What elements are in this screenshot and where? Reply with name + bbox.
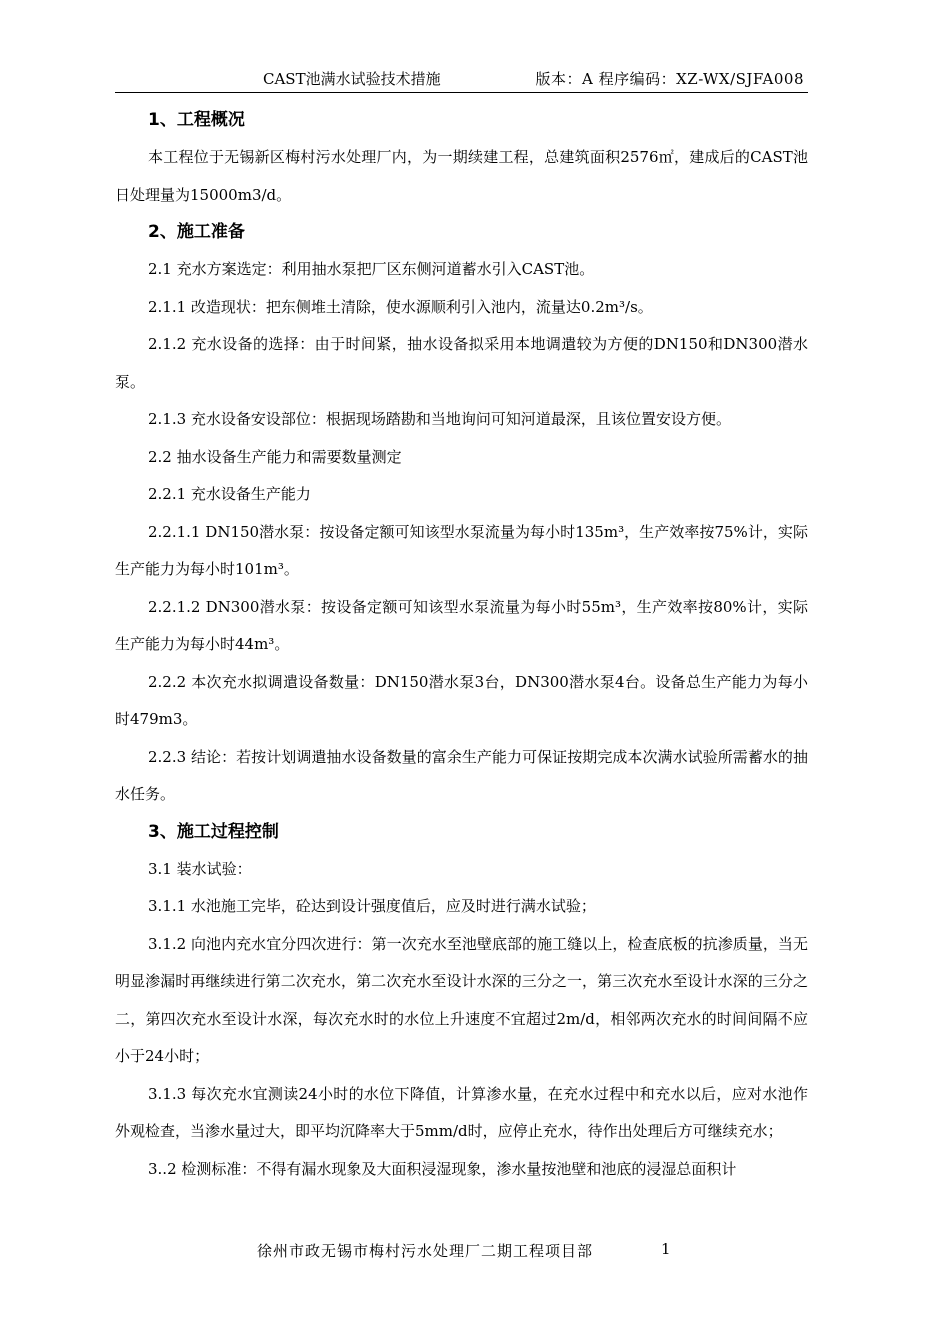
paragraph: 3.1.1 水池施工完毕，砼达到设计强度值后，应及时进行满水试验； [148,897,596,915]
paragraph: 3..2 检测标准：不得有漏水现象及大面积浸湿现象，渗水量按池壁和池底的浸湿总面积计 [148,1159,737,1178]
page-number: 1 [661,1240,671,1258]
section-heading-overview: 1、工程概况 [148,110,245,130]
paragraph: 3.1.2 向池内充水宜分四次进行：第一次充水至池壁底部的施工缝以上，检查底板的抗渗质量，当无明显渗漏时再继续进行第二次充水，第二次充水至设计水深的三分之一，第三次充水至设计水深的三分之二，第四次充水至设计水深，每次充水时的水位上升速度不宜超过2m/d，相邻两次充水的时间间隔不应小于24小时； [115,934,808,1065]
section-heading-process-control: 3、施工过程控制 [148,821,279,842]
paragraph: 2.1.3 充水设备安设部位：根据现场踏勘和当地询问可知河道最深，且该位置安设方便。 [148,410,731,428]
header-title: CAST池满水试验技术措施 [263,70,441,88]
paragraph: 2.1 充水方案选定：利用抽水泵把厂区东侧河道蓄水引入CAST池。 [148,260,595,278]
header-version-code: 版本：A 程序编码：XZ-WX/SJFA008 [535,70,804,88]
paragraph: 2.1.2 充水设备的选择：由于时间紧，抽水设备拟采用本地调遣较为方便的DN150和DN300潜水泵。 [115,335,808,391]
paragraph: 2.2.2 本次充水拟调遣设备数量：DN150潜水泵3台，DN300潜水泵4台。设备总生产能力为每小时479m3。 [115,672,808,728]
paragraph: 2.2.3 结论：若按计划调遣抽水设备数量的富余生产能力可保证按期完成本次满水试验所需蓄水的抽水任务。 [115,747,808,803]
paragraph: 2.2.1 充水设备生产能力 [148,485,311,503]
paragraph: 2.2 抽水设备生产能力和需要数量测定 [148,447,402,466]
paragraph: 2.2.1.2 DN300潜水泵：按设备定额可知该型水泵流量为每小时55m³，生产效率按80%计，实际生产能力为每小时44m³。 [115,597,808,653]
paragraph: 3.1 装水试验： [148,859,252,878]
paragraph: 2.1.1 改造现状：把东侧堆土清除，使水源顺利引入池内，流量达0.2m³/s。 [148,297,653,316]
paragraph: 3.1.3 每次充水宜测读24小时的水位下降值，计算渗水量，在充水过程中和充水以后，应对水池作外观检查，当渗水量过大，即平均沉降率大于5mm/d时，应停止充水，待作出处理后方可继续充水； [115,1084,808,1140]
page-footer [115,1240,808,1264]
header-divider [115,92,808,93]
paragraph: 本工程位于无锡新区梅村污水处理厂内，为一期续建工程，总建筑面积2576㎡，建成后的CAST池日处理量为15000m3/d。 [115,148,808,204]
footer-organization: 徐州市政无锡市梅村污水处理厂二期工程项目部 [257,1242,594,1260]
page-header [115,66,808,92]
document-body [115,102,808,1188]
paragraph: 2.2.1.1 DN150潜水泵：按设备定额可知该型水泵流量为每小时135m³，生产效率按75%计，实际生产能力为每小时101m³。 [115,522,808,578]
section-heading-preparation: 2、施工准备 [148,222,245,242]
